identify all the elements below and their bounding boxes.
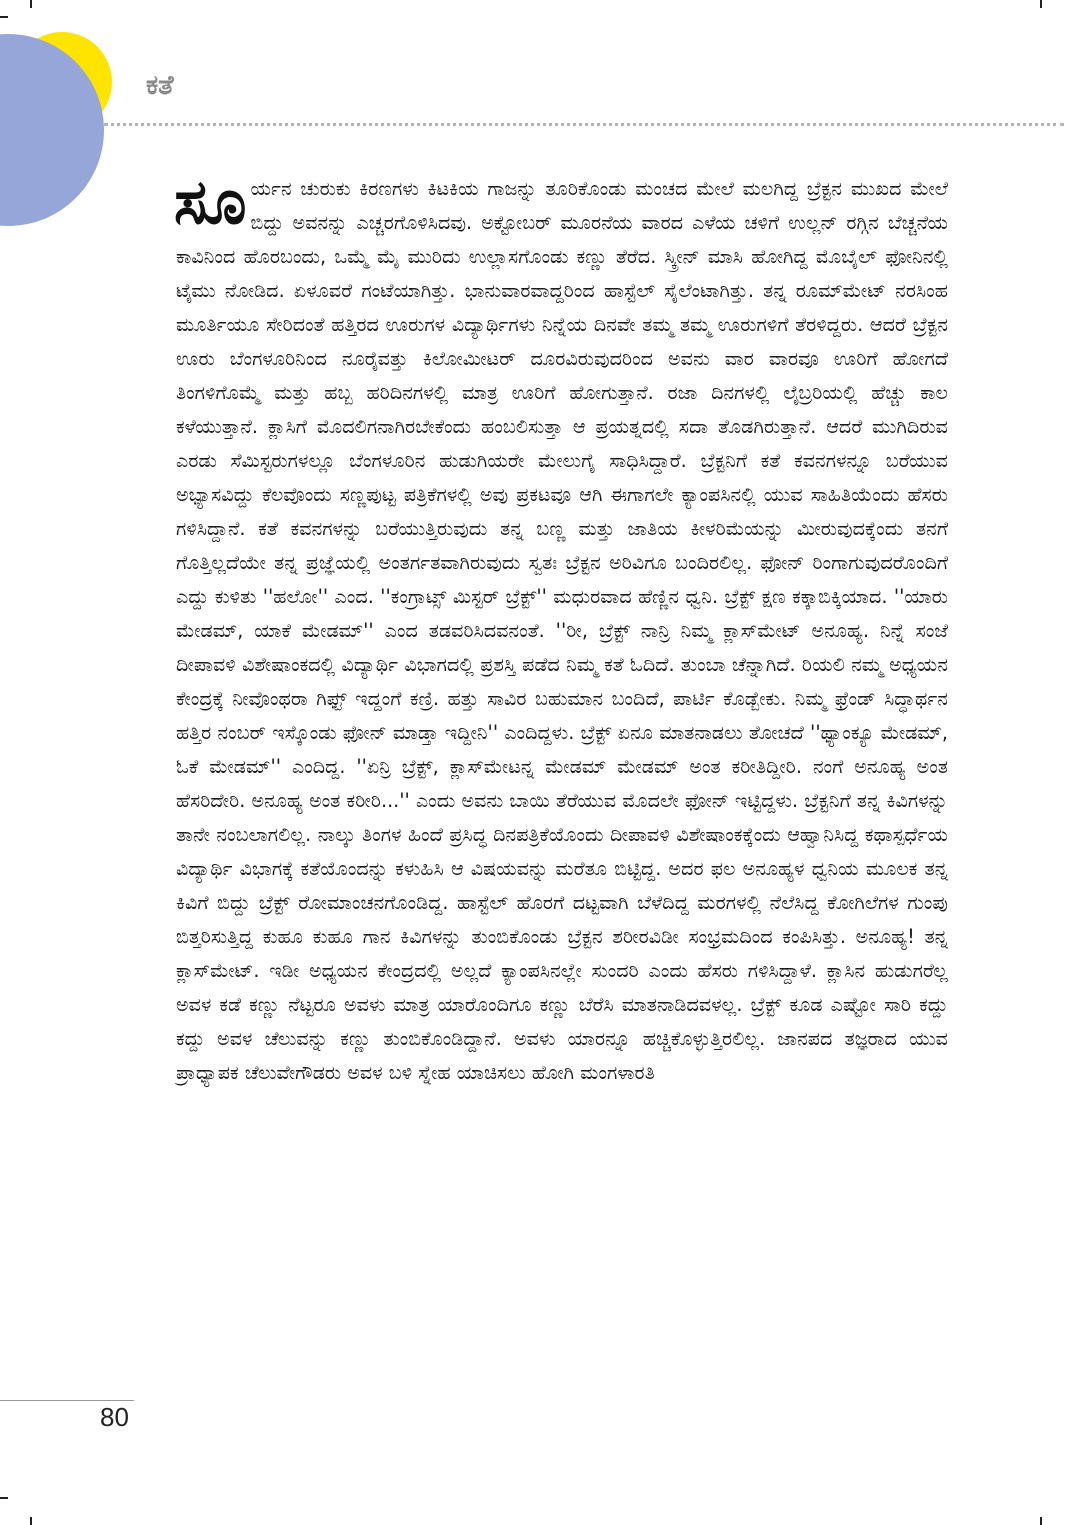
- story-paragraph: [174, 165, 948, 1090]
- crop-mark: [0, 1497, 8, 1499]
- story-text: ರ್ಯನ ಚುರುಕು ಕಿರಣಗಳು ಕಿಟಕಿಯ ಗಾಜನ್ನು ತೂರಿಕೊಂಡು ಮಂಚದ ಮೇಲೆ ಮಲಗಿದ್ದ ಬ್ರೆಕ್ಟನ ಮುಖದ ಮೇಲೆ ಬಿದ್ದು ಅವನನ್ನು ಎಚ್ಚರಗೊಳಿಸಿದವು. ಅಕ್ಟೋಬರ್ ಮೂರನೆಯ ವಾರದ ಎಳೆಯ ಚಳಿಗೆ ಉಲ್ಲನ್ ರಗ್ಗಿನ ಬೆಚ್ಚನೆಯ ಕಾವಿನಿಂದ ಹೊರಬಂದು, ಒಮ್ಮೆ ಮೈ ಮುರಿದು ಉಲ್ಲಾಸಗೊಂಡು ಕಣ್ಣು ತೆರೆದ. ಸ್ಕ್ರೀನ್ ಮಾಸಿ ಹೋಗಿದ್ದ ಮೊಬೈಲ್ ಫೋನಿನಲ್ಲಿ ಟೈಮು ನೋಡಿದ. ಏಳೂವರೆ ಗಂಟೆಯಾಗಿತ್ತು. ಭಾನುವಾರವಾದ್ದರಿಂದ ಹಾಸ್ಟೆಲ್ ಸೈಲೆಂಟಾಗಿತ್ತು. ತನ್ನ ರೂಮ್‌ಮೇಟ್ ನರಸಿಂಹ ಮೂರ್ತಿಯೂ ಸೇರಿದಂತೆ ಹತ್ತಿರದ ಊರುಗಳ ವಿದ್ಯಾರ್ಥಿಗಳು ನಿನ್ನೆಯ ದಿನವೇ ತಮ್ಮ ತಮ್ಮ ಊರುಗಳಿಗೆ ತೆರಳಿದ್ದರು. ಆದರೆ ಬ್ರೆಕ್ಟನ ಊರು ಬೆಂಗಳೂರಿನಿಂದ ನೂರೈವತ್ತು ಕಿಲೋಮೀಟರ್ ದೂರವಿರುವುದರಿಂದ ಅವನು ವಾರ ವಾರವೂ ಊರಿಗೆ ಹೋಗದೆ ತಿಂಗಳಿಗೊಮ್ಮೆ ಮತ್ತು ಹಬ್ಬ ಹರಿದಿನಗಳಲ್ಲಿ ಮಾತ್ರ ಊರಿಗೆ ಹೋಗುತ್ತಾನೆ. ರಜಾ ದಿನಗಳಲ್ಲಿ ಲೈಬ್ರರಿಯಲ್ಲಿ ಹೆಚ್ಚು ಕಾಲ ಕಳೆಯುತ್ತಾನೆ. ಕ್ಲಾಸಿಗೆ ಮೊದಲಿಗನಾಗಿರಬೇಕೆಂದು ಹಂಬಲಿಸುತ್ತಾ ಆ ಪ್ರಯತ್ನದಲ್ಲಿ ಸದಾ ತೊಡಗಿರುತ್ತಾನೆ. ಆದರೆ ಮುಗಿದಿರುವ ಎರಡು ಸೆಮಿಸ್ಟರುಗಳಲ್ಲೂ ಬೆಂಗಳೂರಿನ ಹುಡುಗಿಯರೇ ಮೇಲುಗೈ ಸಾಧಿಸಿದ್ದಾರೆ. ಬ್ರೆಕ್ಟನಿಗೆ ಕತೆ ಕವನಗಳನ್ನೂ ಬರೆಯುವ ಅಭ್ಯಾಸವಿದ್ದು ಕೆಲವೊಂದು ಸಣ್ಣಪುಟ್ಟ ಪತ್ರಿಕೆಗಳಲ್ಲಿ ಅವು ಪ್ರಕಟವೂ ಆಗಿ ಈಗಾಗಲೇ ಕ್ಯಾಂಪಸಿನಲ್ಲಿ ಯುವ ಸಾಹಿತಿಯೆಂದು ಹೆಸರು ಗಳಿಸಿದ್ದಾನೆ. ಕತೆ ಕವನಗಳನ್ನು ಬರೆಯುತ್ತಿರುವುದು ತನ್ನ ಬಣ್ಣ ಮತ್ತು ಜಾತಿಯ ಕೀಳರಿಮೆಯನ್ನು ಮೀರುವುದಕ್ಕೆಂದು ತನಗೆ ಗೊತ್ತಿಲ್ಲದೆಯೇ ತನ್ನ ಪ್ರಜ್ಞೆಯಲ್ಲಿ ಅಂತರ್ಗತವಾಗಿರುವುದು ಸ್ವತಃ ಬ್ರೆಕ್ಟನ ಅರಿವಿಗೂ ಬಂದಿರಲಿಲ್ಲ. ಫೋನ್ ರಿಂಗಾಗುವುದರೊಂದಿಗೆ ಎದ್ದು ಕುಳಿತು ''ಹಲೋ'' ಎಂದ. ''ಕಂಗ್ರಾಟ್ಸ್ ಮಿಸ್ಟರ್ ಬ್ರೆಕ್ಟ್'' ಮಧುರವಾದ ಹೆಣ್ಣಿನ ಧ್ವನಿ. ಬ್ರೆಕ್ಟ್ ಕ್ಷಣ ಕಕ್ಕಾಬಿಕ್ಕಿಯಾದ. ''ಯಾರು ಮೇಡಮ್, ಯಾಕೆ ಮೇಡಮ್'' ಎಂದ ತಡವರಿಸಿದವನಂತೆ. ''ರೀ, ಬ್ರೆಕ್ಟ್ ನಾನ್ರಿ ನಿಮ್ಮ ಕ್ಲಾಸ್‌ಮೇಟ್ ಅನೂಹ್ಯ. ನಿನ್ನೆ ಸಂಜೆ ದೀಪಾವಳಿ ವಿಶೇಷಾಂಕದಲ್ಲಿ ವಿದ್ಯಾರ್ಥಿ ವಿಭಾಗದಲ್ಲಿ ಪ್ರಶಸ್ತಿ ಪಡೆದ ನಿಮ್ಮ ಕತೆ ಓದಿದೆ. ತುಂಬಾ ಚೆನ್ನಾಗಿದೆ. ರಿಯಲಿ ನಮ್ಮ ಅಧ್ಯಯನ ಕೇಂದ್ರಕ್ಕೆ ನೀವೊಂಥರಾ ಗಿಫ್ಟ್ ಇದ್ದಂಗೆ ಕಣ್ರಿ. ಹತ್ತು ಸಾವಿರ ಬಹುಮಾನ ಬಂದಿದೆ, ಪಾರ್ಟಿ ಕೊಡ್ಬೇಕು. ನಿಮ್ಮ ಫ್ರೆಂಡ್ ಸಿದ್ಧಾರ್ಥನ ಹತ್ತಿರ ನಂಬರ್ ಇಸ್ಕೊಂಡು ಫೋನ್ ಮಾಡ್ತಾ ಇದ್ದೀನಿ'' ಎಂದಿದ್ದಳು. ಬ್ರೆಕ್ಟ್ ಏನೂ ಮಾತನಾಡಲು ತೋಚದೆ ''ಥ್ಯಾಂಕ್ಯೂ ಮೇಡಮ್, ಓಕೆ ಮೇಡಮ್'' ಎಂದಿದ್ದ. ''ಏನ್ರಿ ಬ್ರೆಕ್ಟ್, ಕ್ಲಾಸ್‌ಮೇಟನ್ನ ಮೇಡಮ್ ಮೇಡಮ್ ಅಂತ ಕರೀತಿದ್ದೀರಿ. ನಂಗೆ ಅನೂಹ್ಯ ಅಂತ ಹೆಸರಿದೇರಿ. ಅನೂಹ್ಯ ಅಂತ ಕರೀರಿ...'' ಎಂದು ಅವನು ಬಾಯಿ ತೆರೆಯುವ ಮೊದಲೇ ಫೋನ್ ಇಟ್ಟಿದ್ದಳು. ಬ್ರೆಕ್ಟನಿಗೆ ತನ್ನ ಕಿವಿಗಳನ್ನು ತಾನೇ ನಂಬಲಾಗಲಿಲ್ಲ. ನಾಲ್ಕು ತಿಂಗಳ ಹಿಂದೆ ಪ್ರಸಿದ್ಧ ದಿನಪತ್ರಿಕೆಯೊಂದು ದೀಪಾವಳಿ ವಿಶೇಷಾಂಕಕ್ಕೆಂದು ಆಹ್ವಾನಿಸಿದ್ದ ಕಥಾಸ್ಪರ್ಧೆಯ ವಿದ್ಯಾರ್ಥಿ ವಿಭಾಗಕ್ಕೆ ಕತೆಯೊಂದನ್ನು ಕಳುಹಿಸಿ ಆ ವಿಷಯವನ್ನು ಮರೆತೂ ಬಿಟ್ಟಿದ್ದ. ಅದರ ಫಲ ಅನೂಹ್ಯಳ ಧ್ವನಿಯ ಮೂಲಕ ತನ್ನ ಕಿವಿಗೆ ಬಿದ್ದು ಬ್ರೆಕ್ಟ್ ರೋಮಾಂಚನಗೊಂಡಿದ್ದ. ಹಾಸ್ಟೆಲ್ ಹೊರಗೆ ದಟ್ಟವಾಗಿ ಬೆಳೆದಿದ್ದ ಮರಗಳಲ್ಲಿ ನೆಲೆಸಿದ್ದ ಕೋಗಿಲೆಗಳ ಗುಂಪು ಬಿತ್ತರಿಸುತ್ತಿದ್ದ ಕುಹೂ ಕುಹೂ ಗಾನ ಕಿವಿಗಳನ್ನು ತುಂಬಿಕೊಂಡು ಬ್ರೆಕ್ಟನ ಶರೀರವಿಡೀ ಸಂಭ್ರಮದಿಂದ ಕಂಪಿಸಿತ್ತು. ಅನೂಹ್ಯ! ತನ್ನ ಕ್ಲಾಸ್‌ಮೇಟ್. ಇಡೀ ಅಧ್ಯಯನ ಕೇಂದ್ರದಲ್ಲಿ ಅಲ್ಲದೆ ಕ್ಯಾಂಪಸಿನಲ್ಲೇ ಸುಂದರಿ ಎಂದು ಹೆಸರು ಗಳಿಸಿದ್ದಾಳೆ. ಕ್ಲಾಸಿನ ಹುಡುಗರೆಲ್ಲ ಅವಳ ಕಡೆ ಕಣ್ಣು ನೆಟ್ಟರೂ ಅವಳು ಮಾತ್ರ ಯಾರೊಂದಿಗೂ ಕಣ್ಣು ಬೆರೆಸಿ ಮಾತನಾಡಿದವಳಲ್ಲ. ಬ್ರೆಕ್ಟ್ ಕೂಡ ಎಷ್ಟೋ ಸಾರಿ ಕದ್ದು ಕದ್ದು ಅವಳ ಚೆಲುವನ್ನು ಕಣ್ಣು ತುಂಬಿಕೊಂಡಿದ್ದಾನೆ. ಅವಳು ಯಾರನ್ನೂ ಹಚ್ಚಿಕೊಳ್ಳುತ್ತಿರಲಿಲ್ಲ. ಜಾನಪದ ತಜ್ಞರಾದ ಯುವ ಪ್ರಾಧ್ಯಾಪಕ ಚೆಲುವೇಗೌಡರು ಅವಳ ಬಳಿ ಸ್ನೇಹ ಯಾಚಿಸಲು ಹೋಗಿ ಮಂಗಳಾರತಿ: [176, 177, 948, 1084]
- section-title: ಕತೆ: [146, 70, 174, 101]
- crop-mark: [30, 1517, 32, 1525]
- crop-mark: [1040, 1517, 1042, 1525]
- drop-cap: ಸೂ: [174, 165, 247, 238]
- story-body: [174, 165, 948, 1090]
- crop-mark: [1040, 0, 1042, 8]
- dotted-divider: [104, 123, 1064, 126]
- page-number: 80: [100, 1402, 129, 1432]
- footer-rule: [0, 1400, 134, 1401]
- decorative-circles: [0, 0, 140, 240]
